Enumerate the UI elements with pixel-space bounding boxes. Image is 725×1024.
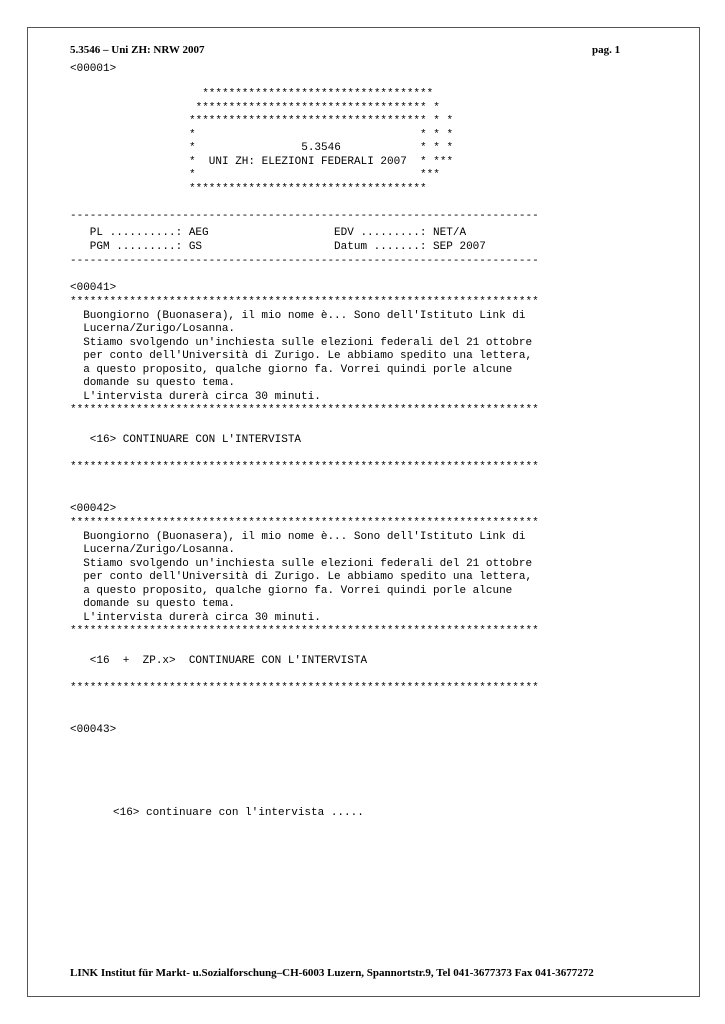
- info-line-pgm-datum: PGM .........: GS Datum .......: SEP 2007: [70, 241, 486, 253]
- text-line: Lucerna/Zurigo/Losanna.: [70, 544, 236, 556]
- banner-line: ***********************************: [189, 88, 434, 100]
- answer-option-00043: <16> continuare con l'intervista .....: [113, 807, 364, 819]
- banner-line: * 5.3546 * * *: [189, 142, 454, 154]
- divider-top: -----------------------------------------------------------------------: [70, 210, 539, 222]
- stars-divider: ***********************************************************************: [70, 682, 539, 694]
- header-title: 5.3546 – Uni ZH: NRW 2007: [70, 44, 205, 56]
- text-line: a questo proposito, qualche giorno fa. Vorrei quindi porle alcune: [70, 584, 513, 597]
- text-line: domande su questo tema.: [70, 598, 236, 610]
- answer-option-00042: <16 + ZP.x> CONTINUARE CON L'INTERVISTA: [70, 655, 368, 667]
- text-line: Buongiorno (Buonasera), il mio nome è... Sono dell'Istituto Link di: [70, 309, 526, 322]
- text-line: per conto dell'Università di Zurigo. Le abbiamo spedito una lettera,: [70, 350, 533, 362]
- stars-divider: ***********************************************************************: [70, 296, 539, 308]
- banner-line: * UNI ZH: ELEZIONI FEDERALI 2007 * ***: [189, 155, 454, 168]
- block-label-00043: <00043>: [70, 724, 117, 736]
- block-label-00041: <00041>: [70, 282, 117, 294]
- stars-divider: ***********************************************************************: [70, 625, 539, 637]
- footer-address: LINK Institut für Markt- u.Sozialforschung–CH-6003 Luzern, Spannortstr.9, Tel 041-3677373 Fax 041-3677272: [70, 967, 594, 979]
- text-line: L'intervista durerà circa 30 minuti.: [70, 390, 321, 403]
- text-line: Stiamo svolgendo un'inchiesta sulle elezioni federali del 21 ottobre: [70, 336, 533, 349]
- info-line-pl-edv: PL ..........: AEG EDV .........: NET/A: [70, 227, 467, 239]
- text-line: domande su questo tema.: [70, 377, 236, 389]
- stars-divider: ***********************************************************************: [70, 461, 539, 473]
- block-label-00001: <00001>: [70, 63, 117, 75]
- text-line: L'intervista durerà circa 30 minuti.: [70, 611, 321, 624]
- banner-line: ************************************: [189, 182, 427, 195]
- banner-line: *********************************** *: [189, 101, 440, 114]
- text-line: Buongiorno (Buonasera), il mio nome è... Sono dell'Istituto Link di: [70, 530, 526, 543]
- banner-line: * ***: [189, 169, 440, 181]
- banner-line: ************************************ * *: [189, 115, 454, 127]
- text-line: per conto dell'Università di Zurigo. Le abbiamo spedito una lettera,: [70, 571, 533, 583]
- stars-divider: ***********************************************************************: [70, 404, 539, 416]
- text-line: Stiamo svolgendo un'inchiesta sulle elezioni federali del 21 ottobre: [70, 557, 533, 570]
- page-number: pag. 1: [592, 44, 621, 56]
- block-label-00042: <00042>: [70, 503, 117, 515]
- text-line: Lucerna/Zurigo/Losanna.: [70, 323, 236, 335]
- answer-option-00041: <16> CONTINUARE CON L'INTERVISTA: [70, 434, 302, 446]
- text-line: a questo proposito, qualche giorno fa. Vorrei quindi porle alcune: [70, 363, 513, 376]
- stars-divider: ***********************************************************************: [70, 517, 539, 529]
- divider-bottom: -----------------------------------------------------------------------: [70, 255, 539, 267]
- banner-line: * * * *: [189, 128, 454, 141]
